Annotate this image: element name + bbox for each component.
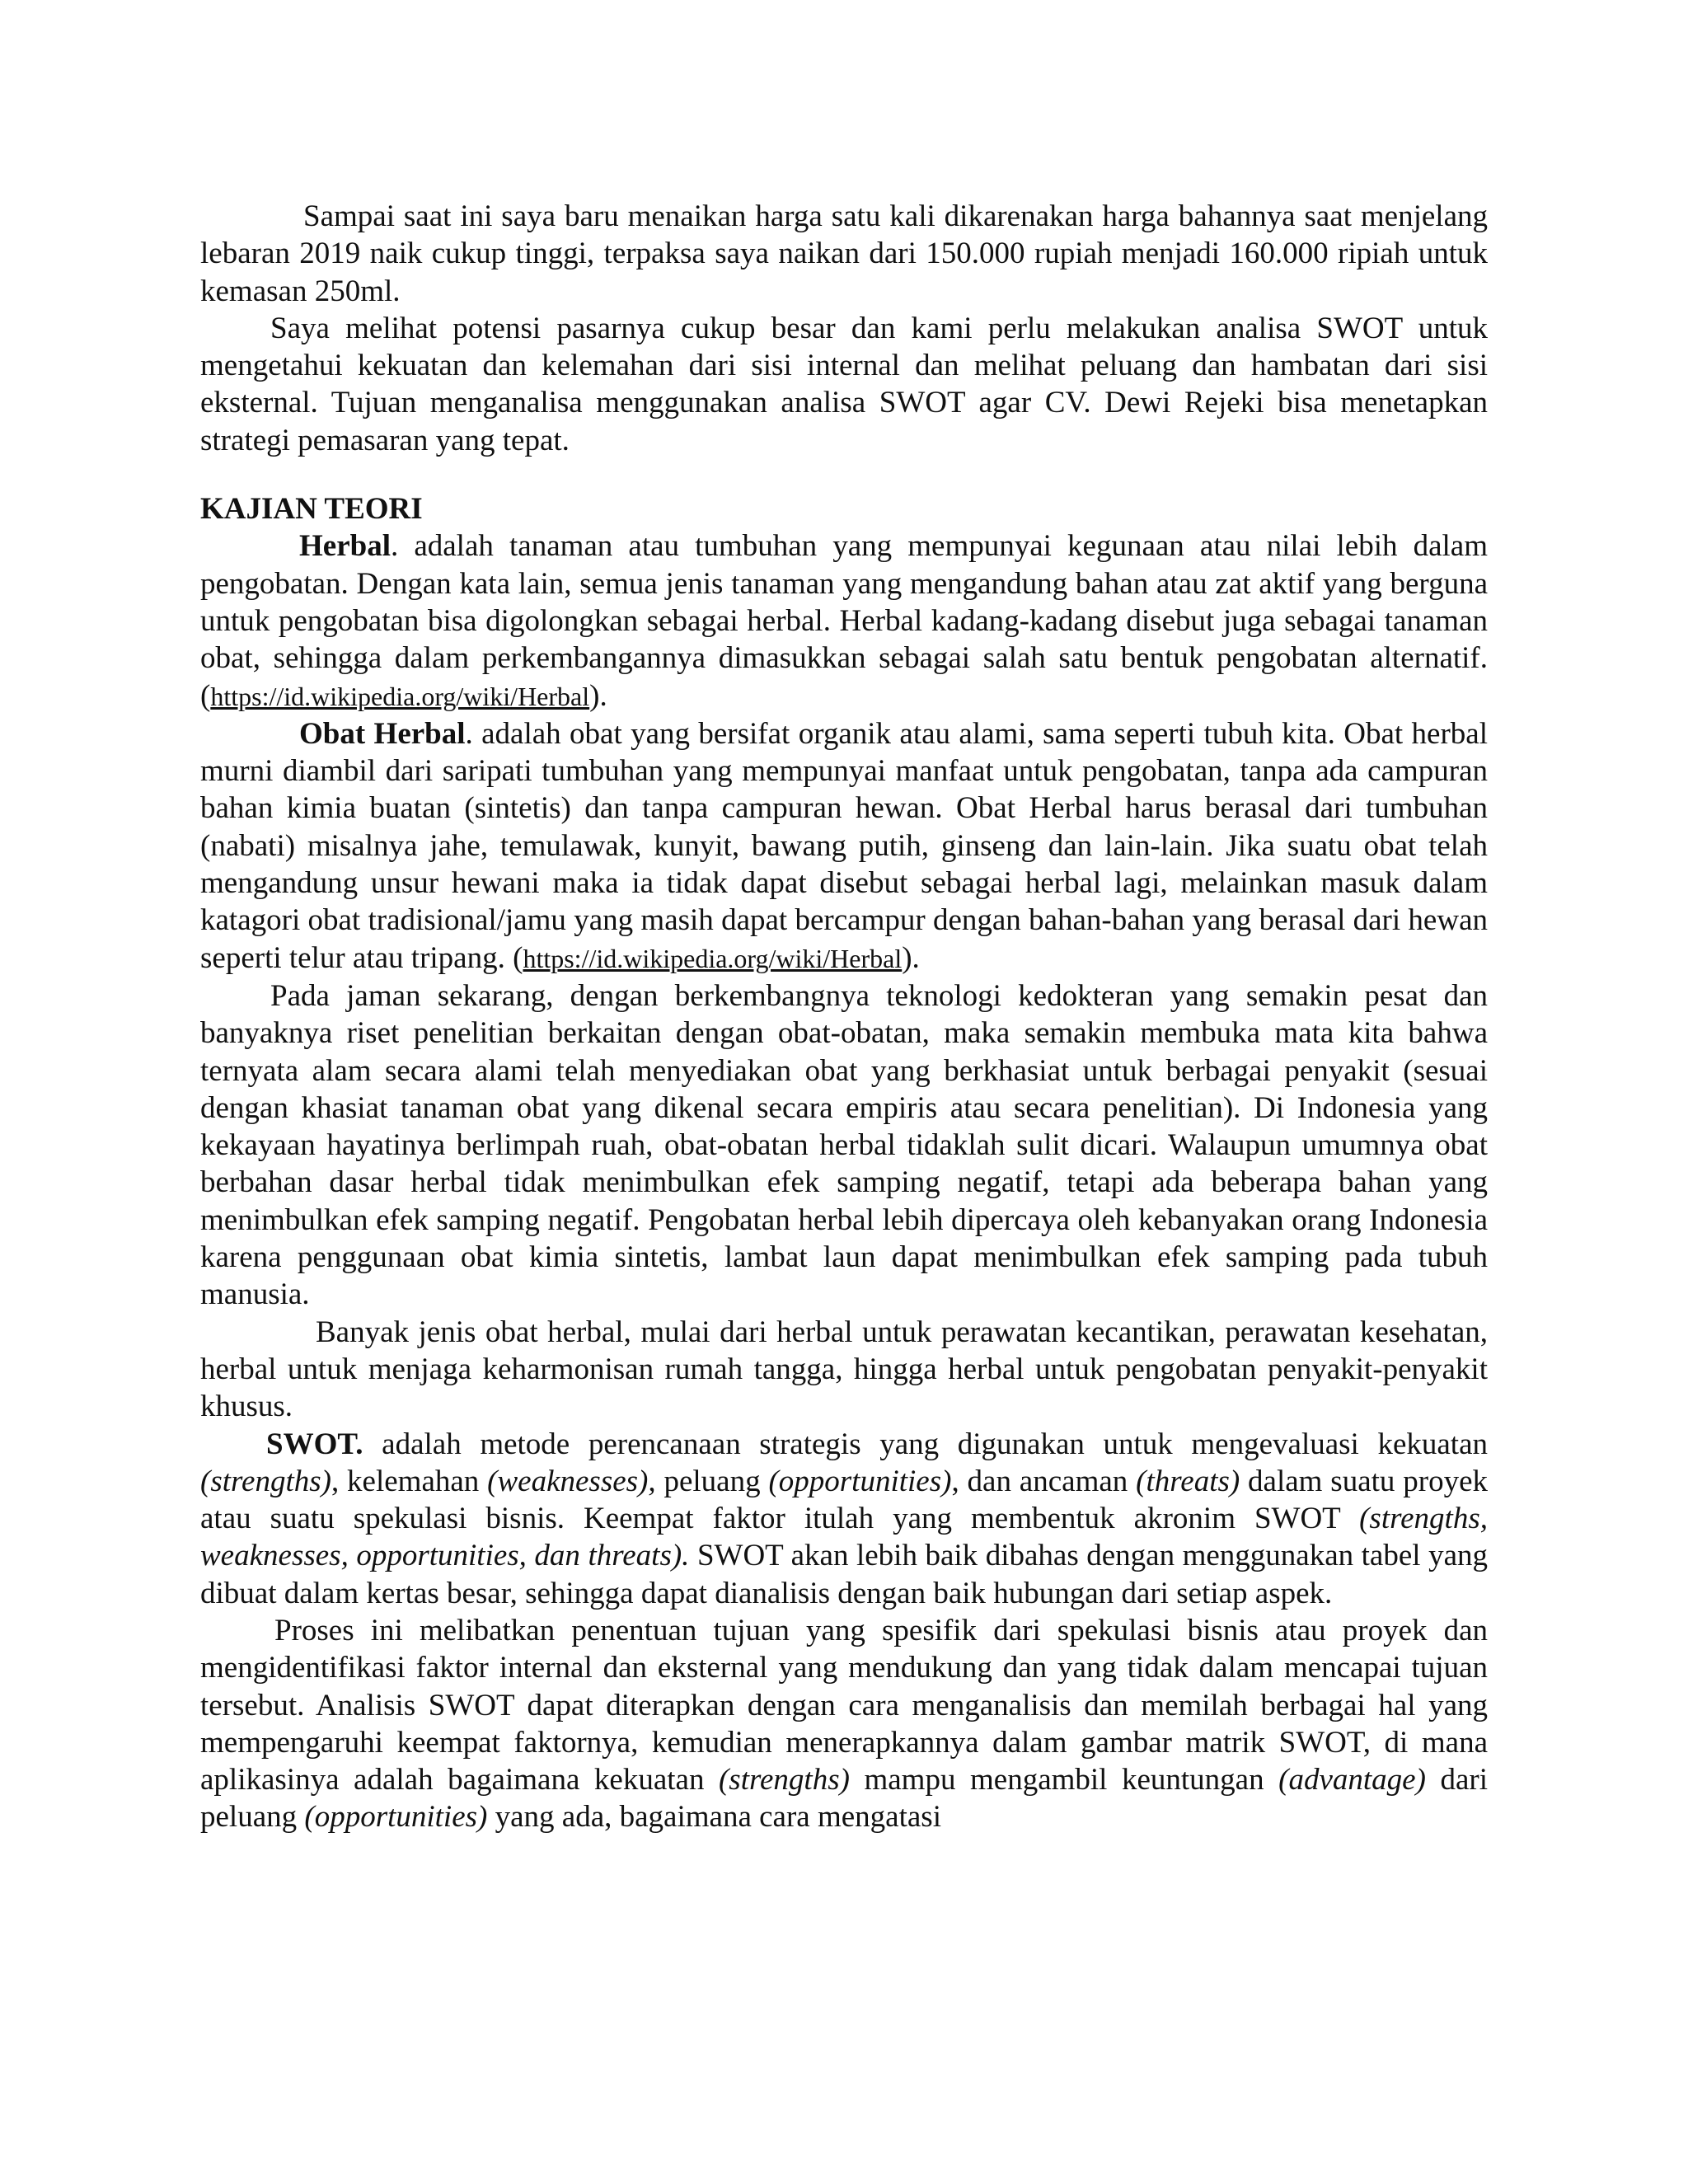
paragraph-swot-intent: Saya melihat potensi pasarnya cukup besar dan kami perlu melakukan analisa SWOT untuk mengetahui kekuatan dan kelemahan dari sisi internal dan melihat peluang dan hambatan dari sisi eksternal. Tujuan menganalisa menggunakan analisa SWOT agar CV. Dewi Rejeki bisa menetapkan strategi pemasaran yang tepat.: [200, 311, 1488, 457]
obat-herbal-close: ).: [902, 940, 920, 975]
process-italic-opportunities: (opportunities): [304, 1800, 488, 1835]
process-text-2: mampu mengambil keuntungan: [849, 1763, 1279, 1797]
paragraph-price-increase: Sampai saat ini saya baru menaikan harga satu kali dikarenakan harga bahannya saat menjelang lebaran 2019 naik cukup tinggi, terpaksa saya naikan dari 150.000 rupiah menjadi 160.000 ripiah untuk kemasan 250ml.: [200, 199, 1488, 308]
section-heading: KAJIAN TEORI: [200, 492, 423, 527]
document-page: [200, 198, 1488, 1836]
swot-italic-acronym: (strengths, weaknesses, opportunities, dan threats).: [200, 1502, 1488, 1573]
process-italic-strengths: (strengths): [718, 1763, 850, 1797]
obat-herbal-wikipedia-link[interactable]: https://id.wikipedia.org/wiki/Herbal: [523, 943, 903, 973]
swot-italic-threats: (threats): [1136, 1464, 1240, 1498]
swot-text-3: peluang: [655, 1464, 769, 1498]
swot-italic-opportunities: (opportunities): [768, 1464, 952, 1498]
paragraph-herbal-types: Banyak jenis obat herbal, mulai dari herbal untuk perawatan kecantikan, perawatan kesehatan, herbal untuk menjaga keharmonisan rumah tangga, hingga herbal untuk pengobatan penyakit-penyakit khusus.: [200, 1315, 1488, 1424]
term-swot: SWOT.: [266, 1427, 363, 1461]
term-herbal: Herbal: [299, 529, 391, 564]
process-italic-advantage: (advantage): [1278, 1763, 1426, 1797]
process-text-3: dari peluang: [200, 1763, 1488, 1835]
paragraph-herbal: [200, 527, 1488, 715]
paragraph-swot: [200, 1426, 1488, 1612]
swot-text-1: adalah metode perencanaan strategis yang digunakan untuk mengevaluasi kekuatan: [363, 1427, 1488, 1461]
obat-herbal-definition: . adalah obat yang bersifat organik atau alami, sama seperti tubuh kita. Obat herbal murni diambil dari saripati tumbuhan yang mempunyai manfaat untuk pengobatan, tanpa ada campuran bahan kimia buatan (sintetis) dan tanpa campuran hewan. Obat Herbal harus berasal dari tumbuhan (nabati) misalnya jahe, temulawak, kunyit, bawang putih, ginseng dan lain-lain. Jika suatu obat telah mengandung unsur hewani maka ia tidak dapat disebut sebagai herbal lagi, melainkan masuk dalam katagori obat tradisional/jamu yang masih dapat bercampur dengan bahan-bahan yang berasal dari hewan seperti telur atau tripang. (: [200, 716, 1488, 975]
herbal-close: ).: [589, 678, 607, 713]
process-text-4: yang ada, bagaimana cara mengatasi: [487, 1800, 941, 1835]
paragraph-obat-herbal: [200, 715, 1488, 977]
paragraph-modern-era: Pada jaman sekarang, dengan berkembangnya teknologi kedokteran yang semakin pesat dan banyaknya riset penelitian berkaitan dengan obat-obatan, maka semakin membuka mata kita bahwa ternyata alam secara alami telah menyediakan obat yang berkhasiat untuk berbagai penyakit (sesuai dengan khasiat tanaman obat yang dikenal secara empiris atau secara penelitian). Di Indonesia yang kekayaan hayatinya berlimpah ruah, obat-obatan herbal tidaklah sulit dicari. Walaupun umumnya obat berbahan dasar herbal tidak menimbulkan efek samping negatif, tetapi ada beberapa bahan yang menimbulkan efek samping negatif. Pengobatan herbal lebih dipercaya oleh kebanyakan orang Indonesia karena penggunaan obat kimia sintetis, lambat laun dapat menimbulkan efek samping pada tubuh manusia.: [200, 978, 1488, 1312]
herbal-definition: . adalah tanaman atau tumbuhan yang mempunyai kegunaan atau nilai lebih dalam pengobatan. Dengan kata lain, semua jenis tanaman yang mengandung bahan atau zat aktif yang berguna untuk pengobatan bisa digolongkan sebagai herbal. Herbal kadang-kadang disebut juga sebagai tanaman obat, sehingga dalam perkembangannya dimasukkan sebagai salah satu bentuk pengobatan alternatif. (: [200, 529, 1488, 713]
swot-italic-strengths: (strengths): [200, 1464, 331, 1498]
swot-italic-weaknesses: (weaknesses),: [487, 1464, 656, 1498]
paragraph-process: [200, 1612, 1488, 1836]
swot-text-5: dalam suatu proyek atau suatu spekulasi bisnis. Keempat faktor itulah yang membentuk akronim SWOT: [200, 1464, 1489, 1536]
swot-text-2: , kelemahan: [331, 1464, 488, 1498]
swot-text-6: SWOT akan lebih baik dibahas dengan menggunakan tabel yang dibuat dalam kertas besar, sehingga dapat dianalisis dengan baik hubungan dari setiap aspek.: [200, 1539, 1488, 1610]
herbal-wikipedia-link[interactable]: https://id.wikipedia.org/wiki/Herbal: [210, 681, 590, 711]
process-text-1: Proses ini melibatkan penentuan tujuan yang spesifik dari spekulasi bisnis atau proyek dan mengidentifikasi faktor internal dan eksternal yang mendukung dan yang tidak dalam mencapai tujuan tersebut. Analisis SWOT dapat diterapkan dengan cara menganalisis dan memilah berbagai hal yang mempengaruhi keempat faktornya, kemudian menerapkannya dalam gambar matrik SWOT, di mana aplikasinya adalah bagaimana kekuatan: [200, 1613, 1488, 1797]
term-obat-herbal: Obat Herbal: [299, 716, 466, 751]
swot-text-4: , dan ancaman: [951, 1464, 1137, 1498]
